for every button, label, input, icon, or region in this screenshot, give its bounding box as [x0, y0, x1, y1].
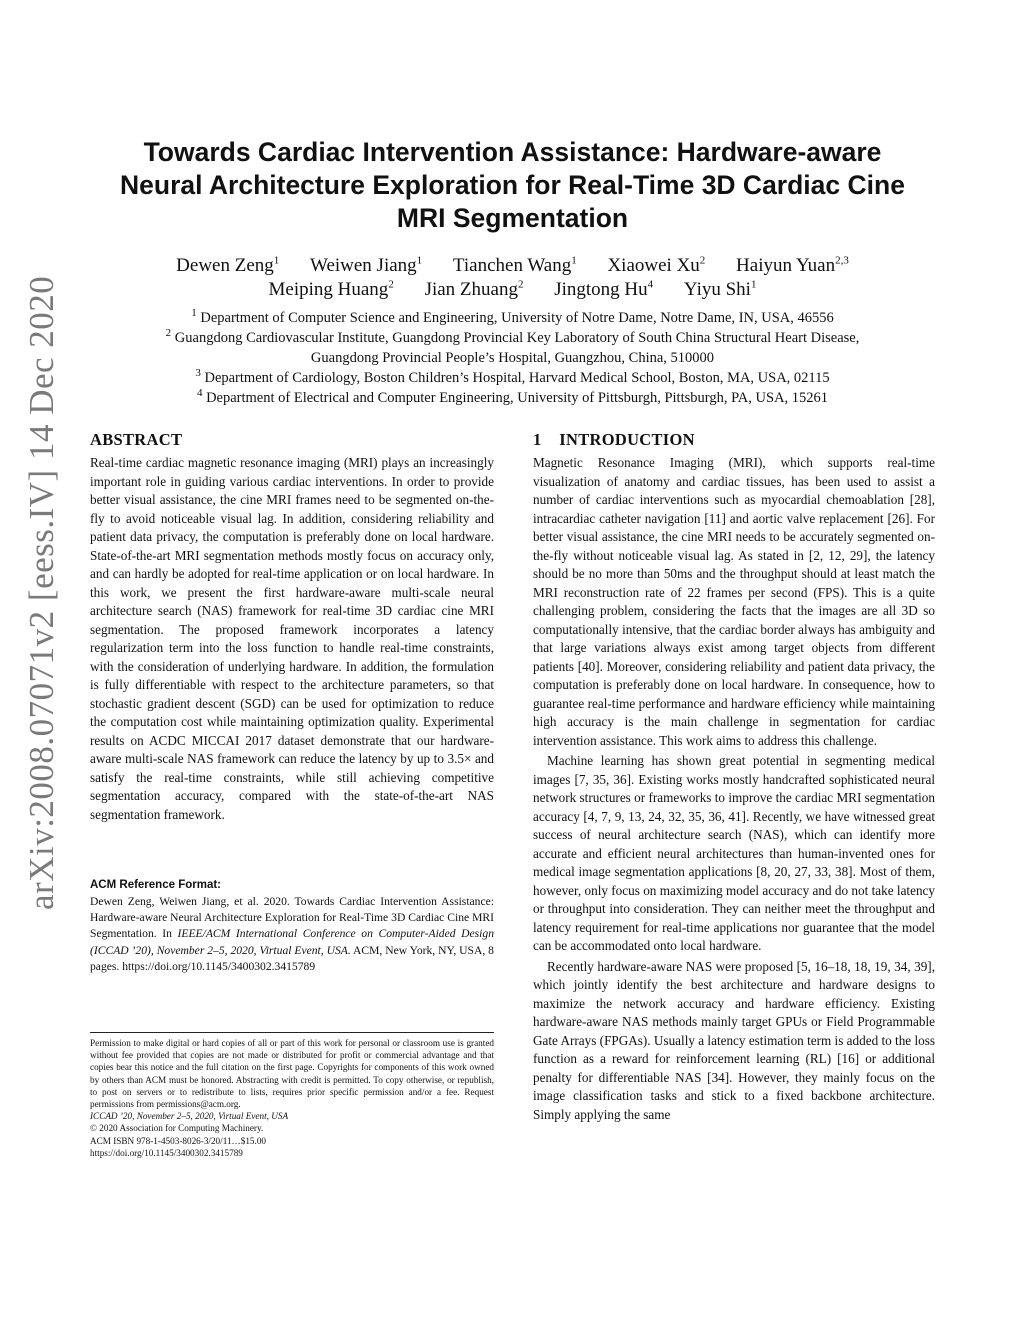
intro-paragraph-3: Recently hardware-aware NAS were proposed [5, 16–18, 18, 19, 34, 39], which jointly identify the best architecture and hardware designs to maximize the network accuracy and hardware efficiency. Existing hardware-aware NAS methods mainly target GPUs or Field Programmable Gate Arrays (FPGAs). Usually a latency estimation term is added to the loss function as a reward for reinforcement learning (RL) [16] or additional penalty for differentiable NAS [34]. However, they mainly focus on the image classification tasks and stick to a fixed backbone architecture. Simply applying the same [533, 958, 935, 1122]
affiliation-1: $^1$ Department of Computer Science and Engineering, University of Notre Dame, Notre Dame, IN, USA, 46556 [191, 307, 834, 326]
abstract-text: Real-time cardiac magnetic resonance imaging (MRI) plays an increasingly important role in guiding various cardiac interventions. In order to provide better visual assistance, the cine MRI frames need to be segmented on-the-fly to avoid noticeable visual lag. In addition, considering reliability and patient data privacy, the computation is preferably done on local hardware. State-of-the-art MRI segmentation methods mostly focus on accuracy only, and can hardly be adopted for real-time application or on local hardware. In this work, we present the first hardware-aware multi-scale neural architecture search (NAS) framework for real-time 3D cardiac cine MRI segmentation. The proposed framework incorporates a latency regularization term into the loss function to handle real-time constraints, with the consideration of underlying hardware. In addition, the formulation is fully differentiable with respect to the architecture parameters, so that stochastic gradient descent (SGD) can be used for optimization to reduce the computation cost while maintaining optimization quality. Experimental results on ACDC MICCAI 2017 dataset demonstrate that our hardware-aware multi-scale NAS framework can reduce the latency by up to 3.5× and satisfy the real-time constraints, while still achieving competitive segmentation accuracy, compared with the state-of-the-art NAS segmentation framework. [90, 455, 494, 822]
affiliation-3: $^3$ Department of Cardiology, Boston Children’s Hospital, Harvard Medical School, Boston, MA, USA, 02115 [195, 367, 830, 386]
abstract-body [90, 454, 494, 824]
introduction-heading: 1 INTRODUCTION [533, 430, 695, 449]
author: Tianchen Wang$^1$ [452, 254, 577, 276]
footnote-rule [90, 1032, 494, 1033]
author: Meiping Huang$^2$ [268, 278, 394, 300]
abstract-heading: ABSTRACT [90, 430, 183, 449]
acm-reference-text: Dewen Zeng, Weiwen Jiang, et al. 2020. Towards Cardiac Intervention Assistance: Hardware-aware Neural Architecture Exploration for Real-Time 3D Cardiac Cine MRI Segmentation. In IEEE/ACM International Conference on Computer-Aided Design (ICCAD ’20), November 2–5, 2020, Virtual Event, USA. ACM, New York, NY, USA, 8 pages. https://doi.org/10.1145/3400302.3415789 [90, 895, 494, 973]
author: Haiyun Yuan$^{2,3}$ [736, 254, 849, 276]
author: Jingtong Hu$^4$ [554, 278, 654, 300]
author: Jian Zhuang$^2$ [424, 278, 524, 300]
authors-row-1 [100, 254, 925, 278]
authors-row-2 [100, 278, 925, 302]
paper-title: Towards Cardiac Intervention Assistance: Hardware-aware Neural Architecture Exploration for Real-Time 3D Cardiac Cine MRI Segmentation [120, 137, 905, 233]
acm-reference-heading: ACM Reference Format: [90, 879, 221, 891]
intro-paragraph-1: Magnetic Resonance Imaging (MRI), which supports real-time visualization of anatomy and cardiac tissues, has been used to assist a number of cardiac interventions such as myocardial chemoablation [28], intracardiac catheter navigation [11] and aortic valve replacement [26]. For better visual assistance, the cine MRI needs to be accurately segmented on-the-fly without noticeable visual lag. As stated in [2, 12, 29], the latency should be no more than 50ms and the throughput should at least match the MRI reconstruction rate of 22 frames per second (FPS). This is a quite challenging problem, considering the facts that the images are all 3D so computationally intensive, that the cardiac border always has ambiguity and that large variations always exist among target objects from different patients [40]. Moreover, considering reliability and patient data privacy, the computation is preferably done on local hardware. In consequence, how to guarantee real-time performance and hardware efficiency while maintaining high accuracy is the main challenge in segmentation for cardiac intervention assistance. This work aims to address this challenge. [533, 455, 935, 748]
author: Dewen Zeng$^1$ [176, 254, 280, 276]
affiliation-2-cont: Guangdong Provincial People’s Hospital, Guangzhou, China, 510000 [310, 350, 715, 366]
intro-paragraph-2: Machine learning has shown great potential in segmenting medical images [7, 35, 36]. Existing works mostly handcrafted sophisticated neural network structures or frameworks to improve the cardiac MRI segmentation accuracy [4, 7, 9, 13, 24, 32, 35, 36, 41]. Recently, we have witnessed great success of neural architecture search (NAS), which can identify more accurate and efficient neural architectures than human-invented ones for medical image segmentation applications [8, 20, 27, 33, 38]. Most of them, however, only focus on maximizing model accuracy and do not take latency or throughput into consideration. They can neither meet the throughput and latency requirement for real-time applications nor guarantee that the model can be accommodated onto local hardware. [533, 753, 935, 953]
introduction-body [533, 454, 935, 1124]
affiliation-2: $^2$ Guangdong Cardiovascular Institute, Guangdong Provincial Key Laboratory of South China Structural Heart Disease, [165, 327, 860, 346]
author: Yiyu Shi$^1$ [683, 278, 757, 300]
author: Weiwen Jiang$^1$ [310, 254, 423, 276]
affiliation-4: $^4$ Department of Electrical and Computer Engineering, University of Pittsburgh, Pittsburgh, PA, USA, 15261 [196, 387, 829, 406]
permission-notice: Permission to make digital or hard copies of all or part of this work for personal or classroom use is granted without fee provided that copies are not made or distributed for profit or commercial advantage and that copies bear this notice and the full citation on the first page. Copyrights for components of this work owned by others than ACM must be honored. Abstracting with credit is permitted. To copy otherwise, or republish, to post on servers or to redistribute to lists, requires prior specific permission and/or a fee. Request permissions from permissions@acm.org. ICCAD ’20, November 2–5, 2020, Virtual Event, USA © 2020 Association for Computing Machinery. ACM ISBN 978-1-4503-8026-3/20/11…$15.00 https://doi.org/10.1145/3400302.3415789 [90, 1038, 494, 1158]
author: Xiaowei Xu$^2$ [607, 254, 706, 276]
arxiv-stamp: arXiv:2008.07071v2 [eess.IV] 14 Dec 2020 [22, 275, 61, 910]
